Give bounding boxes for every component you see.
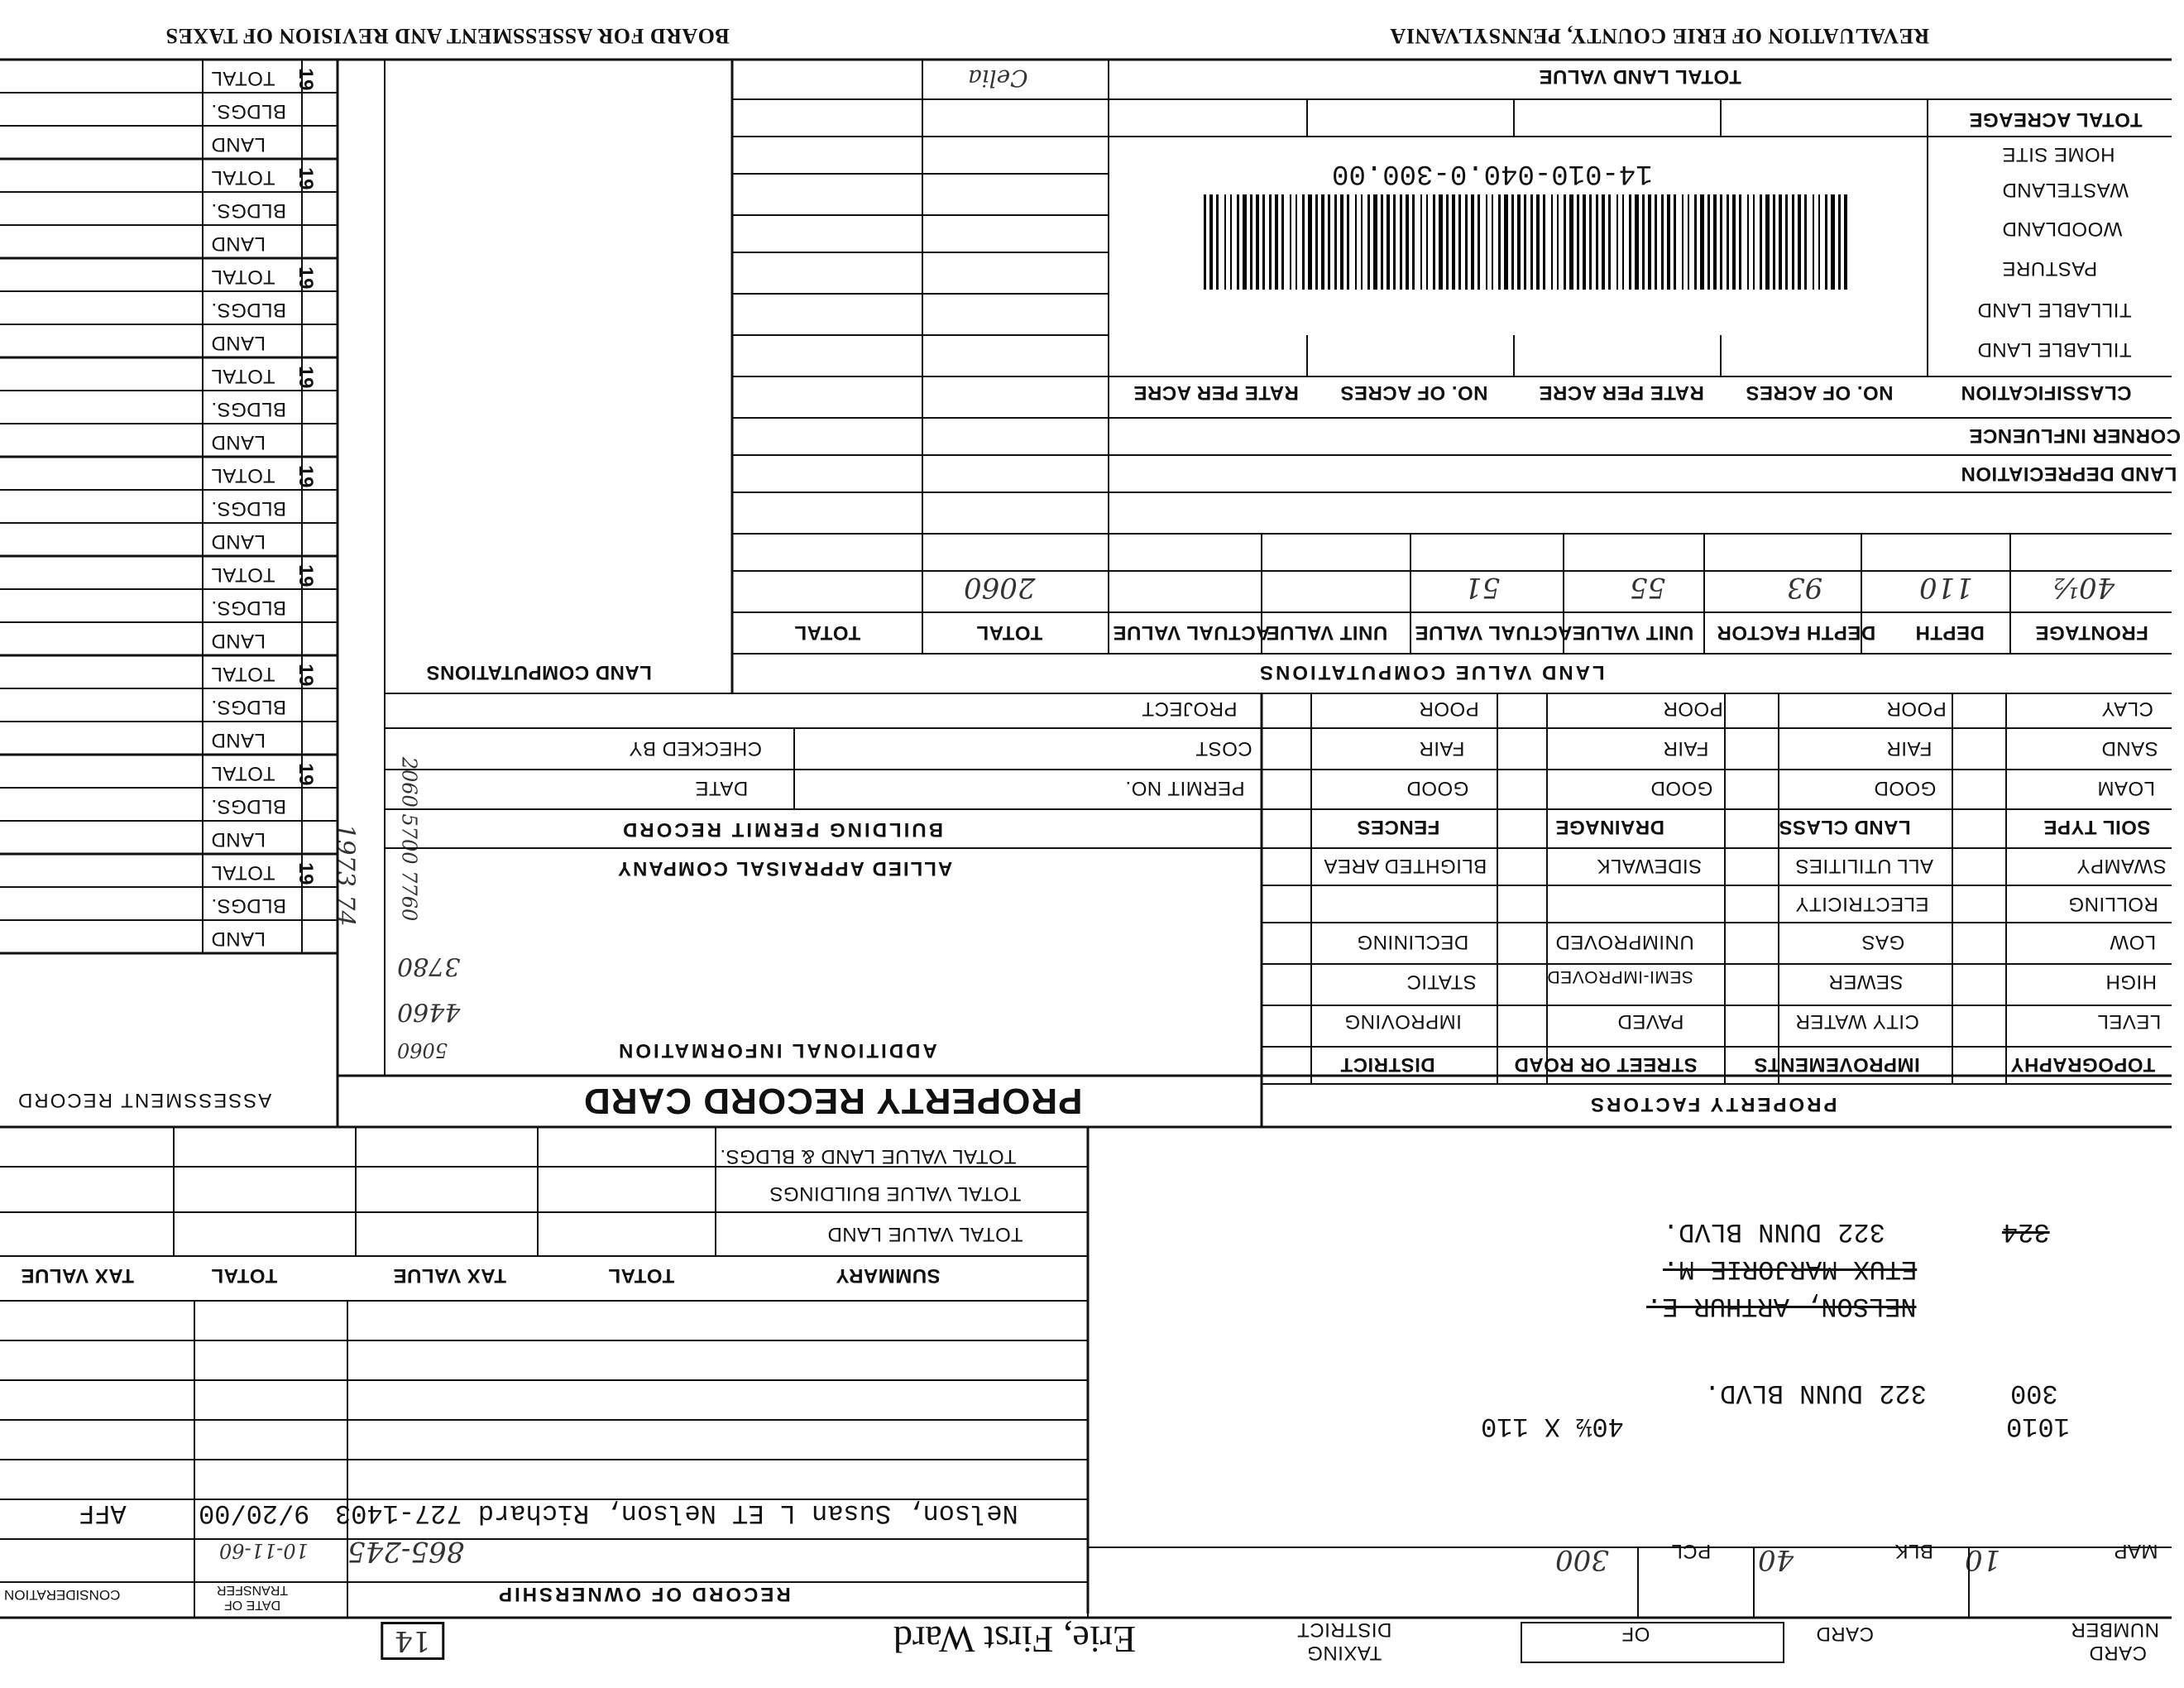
assessment-row-label: TOTAL: [211, 663, 275, 685]
assessment-row-label: BLDGS.: [211, 894, 287, 917]
owner-code-1010: 1010: [2006, 1411, 2070, 1441]
soil-clay: CLAY: [2101, 698, 2153, 720]
barcode-bar: [1498, 194, 1501, 290]
assessment-year-prefix: 19: [294, 68, 317, 91]
pcl-number: 300: [1555, 1543, 1609, 1576]
impr-sewer: SEWER: [1828, 971, 1904, 993]
class-item-3: PASTURE: [2002, 257, 2098, 280]
summary-tax-value-heading: TAX VALUE: [393, 1264, 506, 1287]
col-unit-value-2: UNIT VALUE: [1266, 621, 1388, 644]
barcode: [1204, 194, 1866, 292]
barcode-bar: [1779, 194, 1782, 290]
street-sidewalk: SIDEWALK: [1597, 855, 1703, 877]
barcode-bar: [1543, 194, 1545, 290]
district-declining: DECLINING: [1357, 931, 1469, 953]
barcode-bar: [1838, 194, 1841, 290]
barcode-bar: [1511, 194, 1514, 290]
summary-total-value-land: TOTAL VALUE LAND: [827, 1223, 1023, 1245]
barcode-bar: [1589, 194, 1592, 290]
barcode-bar: [1577, 194, 1579, 290]
topo-high: HIGH: [2105, 971, 2157, 993]
date-of-transfer-label: DATE OF TRANSFER: [216, 1583, 289, 1612]
impr-gas: GAS: [1861, 931, 1905, 953]
barcode-bar: [1340, 194, 1343, 290]
barcode-bar: [1785, 194, 1788, 290]
barcode-bar: [1250, 194, 1252, 290]
barcode-bar: [1452, 194, 1455, 290]
barcode-bar: [1373, 194, 1377, 290]
barcode-bar: [1256, 194, 1259, 290]
assessment-row-label: TOTAL: [211, 365, 275, 387]
assessment-row-label: LAND: [211, 233, 266, 255]
barcode-bar: [1642, 194, 1645, 290]
barcode-bar: [1446, 194, 1449, 290]
topo-level: LEVEL: [2097, 1010, 2162, 1033]
soil-sand: SAND: [2101, 737, 2158, 760]
permit-project-label: PROJECT: [1142, 698, 1238, 720]
topography-label: TOPOGRAPHY: [2010, 1053, 2156, 1076]
no-of-acres-label-1: NO. OF ACRES: [1746, 381, 1894, 404]
ownership-entry-2-date-line: 9/20/00: [199, 1498, 310, 1528]
owner-lot-dimensions: 40½ X 110: [1481, 1411, 1624, 1441]
barcode-bar: [1798, 194, 1801, 290]
assessment-row-label: TOTAL: [211, 861, 275, 884]
assessment-row-label: LAND: [211, 630, 266, 652]
topo-low: LOW: [2110, 931, 2157, 953]
assessment-row-label: TOTAL: [211, 166, 275, 189]
building-permit-title: BUILDING PERMIT RECORD: [620, 818, 943, 841]
assessment-row-label: BLDGS.: [211, 398, 287, 420]
barcode-bar: [1393, 194, 1396, 290]
assessment-year-prefix: 19: [294, 366, 317, 389]
no-of-acres-label-2: NO. OF ACRES: [1340, 381, 1488, 404]
assessment-row-label: BLDGS.: [211, 696, 287, 718]
barcode-bar: [1209, 194, 1213, 290]
class-item-5: WASTELAND: [2002, 179, 2129, 201]
barcode-bar: [1694, 194, 1697, 290]
assessment-record-title: ASSESSMENT RECORD: [17, 1089, 272, 1111]
blk-heading: BLK: [1894, 1540, 1933, 1562]
additional-note-2: 4460: [397, 997, 461, 1026]
depth-value: 110: [1919, 571, 1973, 604]
barcode-bar: [1773, 194, 1775, 290]
street-or-road-label: STREET OR ROAD: [1514, 1053, 1698, 1076]
barcode-bar: [1655, 194, 1657, 290]
additional-info-title: ADDITIONAL INFORMATION: [616, 1039, 937, 1062]
header-left-title: REVALUATION OF ERIE COUNTY, PENNSYLVANIA: [1390, 24, 1930, 48]
barcode-bar: [1224, 194, 1226, 290]
owner-address-old: 324: [2002, 1216, 2050, 1247]
barcode-bar: [1813, 194, 1814, 290]
land-class-fair: FAIR: [1886, 737, 1933, 760]
barcode-bar: [1315, 194, 1318, 290]
barcode-bar: [1216, 194, 1219, 290]
additional-note-1: 5060: [397, 1038, 448, 1062]
assessment-row-label: BLDGS.: [211, 299, 287, 321]
street-paved: PAVED: [1617, 1010, 1684, 1033]
barcode-bar: [1667, 194, 1670, 290]
barcode-bar: [1281, 194, 1284, 290]
assessment-year-prefix: 19: [294, 465, 317, 488]
total-value: 2060: [964, 571, 1036, 604]
assessment-row-label: TOTAL: [211, 67, 275, 89]
assessment-year-prefix: 19: [294, 763, 317, 786]
barcode-bar: [1831, 194, 1835, 290]
barcode-bar: [1361, 194, 1363, 290]
barcode-bar: [1426, 194, 1428, 290]
barcode-text: 14-010-040.0-300.00: [1332, 157, 1653, 189]
total-land-value-note: Celia: [968, 65, 1028, 92]
barcode-bar: [1530, 194, 1533, 290]
summary-total-value-land-bldgs: TOTAL VALUE LAND & BLDGS.: [720, 1145, 1017, 1168]
consideration-heading: CONSIDERATION: [4, 1587, 121, 1603]
permit-checked-by-label: CHECKED BY: [629, 737, 763, 760]
barcode-bar: [1720, 194, 1722, 290]
land-class-good: GOOD: [1874, 777, 1937, 799]
impr-electricity: ELECTRICITY: [1795, 893, 1929, 915]
barcode-bar: [1334, 194, 1337, 290]
col-actual-value-2: ACTUAL VALUE: [1113, 621, 1271, 644]
land-class-poor: POOR: [1886, 698, 1947, 720]
assessment-year-prefix: 19: [294, 266, 317, 290]
district-label: DISTRICT: [1340, 1053, 1435, 1076]
owner-street-address: 322 DUNN BLVD.: [1704, 1378, 1927, 1408]
assessment-row-label: LAND: [211, 928, 266, 950]
col-total-1: TOTAL: [976, 621, 1043, 644]
barcode-bar: [1387, 194, 1390, 290]
barcode-bar: [1302, 194, 1305, 290]
corner-influence-label: CORNER INFLUENCE: [1969, 424, 2182, 447]
barcode-bar: [1328, 194, 1330, 290]
barcode-bar: [1536, 194, 1540, 290]
barcode-bar: [1492, 194, 1493, 290]
permit-cost-label: COST: [1195, 737, 1252, 760]
col-depth-factor: DEPTH FACTOR: [1717, 621, 1876, 644]
land-value-computations-title: LAND VALUE COMPUTATIONS: [1257, 661, 1605, 683]
district-blighted-area: BLIGHTED AREA: [1324, 855, 1487, 877]
barcode-bar: [1237, 194, 1239, 290]
barcode-bar: [1275, 194, 1278, 290]
permit-no-label: PERMIT NO.: [1125, 777, 1245, 799]
barcode-bar: [1262, 194, 1265, 290]
class-item-6: HOME SITE: [2002, 143, 2115, 165]
actual-value-value: 51: [1464, 571, 1501, 604]
col-total-2: TOTAL: [794, 621, 861, 644]
property-factors-title: PROPERTY FACTORS: [1588, 1093, 1837, 1115]
barcode-bar: [1296, 194, 1297, 290]
barcode-bar: [1269, 194, 1272, 290]
land-class-label: LAND CLASS: [1779, 816, 1911, 838]
assessment-year-handwritten: 1973 74: [330, 823, 360, 927]
barcode-bar: [1732, 194, 1736, 290]
assessment-year-prefix: 19: [294, 664, 317, 687]
street-unimproved: UNIMPROVED: [1555, 931, 1694, 953]
owner-etux: ETUX MARJORIE M.: [1663, 1254, 1918, 1284]
assessment-row-label: LAND: [211, 431, 266, 453]
barcode-bar: [1818, 194, 1820, 290]
class-item-4: WOODLAND: [2002, 218, 2123, 240]
additional-note-3: 3780: [397, 952, 461, 981]
summary-heading: SUMMARY: [836, 1264, 941, 1287]
barcode-bar: [1635, 194, 1639, 290]
barcode-bar: [1551, 194, 1553, 290]
summary-tax-value-heading-2: TAX VALUE: [21, 1264, 134, 1287]
barcode-bar: [1747, 194, 1749, 290]
barcode-bar: [1682, 194, 1684, 290]
card-heading: CARD: [1816, 1623, 1875, 1645]
total-land-value-label: TOTAL LAND VALUE: [1539, 65, 1741, 88]
assessment-row-label: TOTAL: [211, 762, 275, 784]
owner-code-300: 300: [2010, 1378, 2058, 1408]
card-of-box[interactable]: [1521, 1622, 1784, 1663]
assessment-row-label: TOTAL: [211, 563, 275, 586]
fences-label: FENCES: [1357, 816, 1440, 838]
barcode-bar: [1347, 194, 1349, 290]
barcode-bar: [1569, 194, 1573, 290]
depth-factor-value: 93: [1787, 571, 1823, 604]
assessment-row-label: LAND: [211, 828, 266, 851]
barcode-bar: [1844, 194, 1847, 290]
barcode-bar: [1355, 194, 1357, 290]
barcode-bar: [1648, 194, 1651, 290]
assessment-year-prefix: 19: [294, 564, 317, 587]
barcode-bar: [1557, 194, 1559, 290]
barcode-bar: [1713, 194, 1717, 290]
barcode-bar: [1243, 194, 1247, 290]
topo-rolling: ROLLING: [2068, 893, 2158, 915]
barcode-bar: [1616, 194, 1618, 290]
ownership-entry-1-date-line: 10-11-60: [219, 1539, 309, 1562]
assessment-row-label: LAND: [211, 530, 266, 553]
district-improving: IMPROVING: [1344, 1010, 1462, 1033]
summary-total-value-buildings: TOTAL VALUE BUILDINGS: [769, 1182, 1022, 1205]
owner-name: NELSON, ARTHUR E.: [1646, 1291, 1917, 1321]
barcode-bar: [1458, 194, 1461, 290]
assessment-row-label: BLDGS.: [211, 497, 287, 520]
summary-total-heading: TOTAL: [608, 1264, 675, 1287]
summary-total-heading-2: TOTAL: [211, 1264, 278, 1287]
assessment-side-note: 2060 5700 7760: [397, 756, 421, 922]
fences-good: GOOD: [1406, 777, 1469, 799]
col-actual-value-1: ACTUAL VALUE: [1415, 621, 1573, 644]
ward-number-box: 14: [381, 1622, 444, 1660]
card-number-heading: CARD NUMBER: [2070, 1618, 2159, 1664]
land-depreciation-label: LAND DEPRECIATION: [1961, 463, 2177, 485]
barcode-bar: [1524, 194, 1526, 290]
barcode-bar: [1622, 194, 1624, 290]
drainage-label: DRAINAGE: [1555, 816, 1665, 838]
barcode-bar: [1290, 194, 1291, 290]
fences-fair: FAIR: [1419, 737, 1465, 760]
barcode-bar: [1321, 194, 1324, 290]
barcode-bar: [1204, 194, 1206, 290]
ownership-entry-1-line: 865-245: [347, 1535, 465, 1568]
barcode-bar: [1629, 194, 1631, 290]
of-heading: OF: [1621, 1623, 1650, 1645]
allied-appraisal-company: ALLIED APPRAISAL COMPANY: [616, 857, 953, 880]
barcode-bar: [1433, 194, 1435, 290]
barcode-bar: [1804, 194, 1807, 290]
barcode-bar: [1367, 194, 1370, 290]
barcode-bar: [1608, 194, 1611, 290]
map-heading: MAP: [2114, 1540, 2158, 1562]
barcode-bar: [1739, 194, 1741, 290]
col-frontage: FRONTAGE: [2035, 621, 2148, 644]
assessment-year-prefix: 19: [294, 862, 317, 885]
ownership-entry-2-aff: AFF: [79, 1498, 127, 1528]
assessment-row-label: TOTAL: [211, 464, 275, 487]
pcl-heading: PCL: [1671, 1540, 1712, 1562]
map-number: 10: [1965, 1543, 2001, 1576]
taxing-district-name: Erie, First Ward: [893, 1618, 1137, 1661]
barcode-bar: [1517, 194, 1521, 290]
barcode-bar: [1308, 194, 1312, 290]
barcode-bar: [1727, 194, 1729, 290]
class-item-2: TILLABLE LAND: [1977, 299, 2132, 321]
blk-number: 40: [1758, 1543, 1794, 1576]
soil-loam: LOAM: [2097, 777, 2156, 799]
rate-per-acre-label-1: RATE PER ACRE: [1539, 381, 1704, 404]
assessment-row-label: BLDGS.: [211, 597, 287, 619]
land-computations-title: LAND COMPUTATIONS: [426, 661, 652, 683]
barcode-bar: [1760, 194, 1762, 290]
barcode-bar: [1792, 194, 1794, 290]
impr-all-utilities: ALL UTILITIES: [1795, 855, 1933, 877]
drainage-poor: POOR: [1663, 698, 1723, 720]
barcode-bar: [1486, 194, 1487, 290]
classification-label: CLASSIFICATION: [1961, 381, 2132, 404]
street-semi-improved: SEMI-IMPROVED: [1547, 967, 1693, 986]
assessment-row-label: LAND: [211, 332, 266, 354]
barcode-bar: [1400, 194, 1402, 290]
barcode-bar: [1602, 194, 1605, 290]
taxing-district-heading: TAXING DISTRICT: [1296, 1618, 1392, 1664]
assessment-row-label: BLDGS.: [211, 199, 287, 222]
owner-address-line: 322 DUNN BLVD.: [1663, 1216, 1885, 1247]
assessment-row-label: BLDGS.: [211, 795, 287, 818]
soil-type-label: SOIL TYPE: [2043, 816, 2151, 838]
unit-value-value: 55: [1630, 571, 1666, 604]
barcode-bar: [1583, 194, 1586, 290]
assessment-row-label: LAND: [211, 729, 266, 751]
barcode-bar: [1707, 194, 1710, 290]
barcode-bar: [1439, 194, 1443, 290]
assessment-row-label: TOTAL: [211, 266, 275, 288]
fences-poor: POOR: [1419, 698, 1479, 720]
barcode-bar: [1700, 194, 1704, 290]
barcode-bar: [1471, 194, 1474, 290]
assessment-row-label: BLDGS.: [211, 100, 287, 122]
record-of-ownership-title: RECORD OF OWNERSHIP: [496, 1583, 791, 1605]
drainage-good: GOOD: [1650, 777, 1713, 799]
barcode-bar: [1564, 194, 1566, 290]
barcode-bar: [1753, 194, 1755, 290]
barcode-bar: [1230, 194, 1232, 290]
header-right-title: BOARD FOR ASSESSMENT AND REVISION OF TAXES: [165, 24, 730, 48]
barcode-bar: [1825, 194, 1827, 290]
barcode-bar: [1406, 194, 1409, 290]
barcode-bar: [1688, 194, 1689, 290]
assessment-year-prefix: 19: [294, 167, 317, 190]
assessment-row-label: LAND: [211, 133, 266, 156]
barcode-bar: [1661, 194, 1664, 290]
ownership-entry-2-line: Nelson, Susan L ET Nelson, Richard 727-1403: [335, 1498, 1018, 1528]
barcode-bar: [1381, 194, 1383, 290]
barcode-bar: [1412, 194, 1415, 290]
drainage-fair: FAIR: [1663, 737, 1709, 760]
improvements-label: IMPROVEMENTS: [1754, 1053, 1920, 1076]
col-unit-value-1: UNIT VALUE: [1572, 621, 1694, 644]
barcode-bar: [1504, 194, 1508, 290]
barcode-bar: [1674, 194, 1676, 290]
record-card-title: PROPERTY RECORD CARD: [583, 1081, 1083, 1121]
barcode-bar: [1420, 194, 1422, 290]
topo-swampy: SWAMPY: [2076, 855, 2167, 877]
class-item-1: TILLABLE LAND: [1977, 338, 2132, 361]
barcode-bar: [1596, 194, 1598, 290]
total-acreage-label: TOTAL ACREAGE: [1969, 108, 2143, 131]
barcode-bar: [1478, 194, 1480, 290]
barcode-bar: [1465, 194, 1468, 290]
permit-date-label: DATE: [695, 777, 749, 799]
frontage-value: 40½: [2052, 571, 2115, 604]
district-static: STATIC: [1406, 971, 1477, 993]
impr-city-water: CITY WATER: [1795, 1010, 1919, 1033]
barcode-bar: [1765, 194, 1770, 290]
rate-per-acre-label-2: RATE PER ACRE: [1133, 381, 1299, 404]
col-depth: DEPTH: [1915, 621, 1985, 644]
